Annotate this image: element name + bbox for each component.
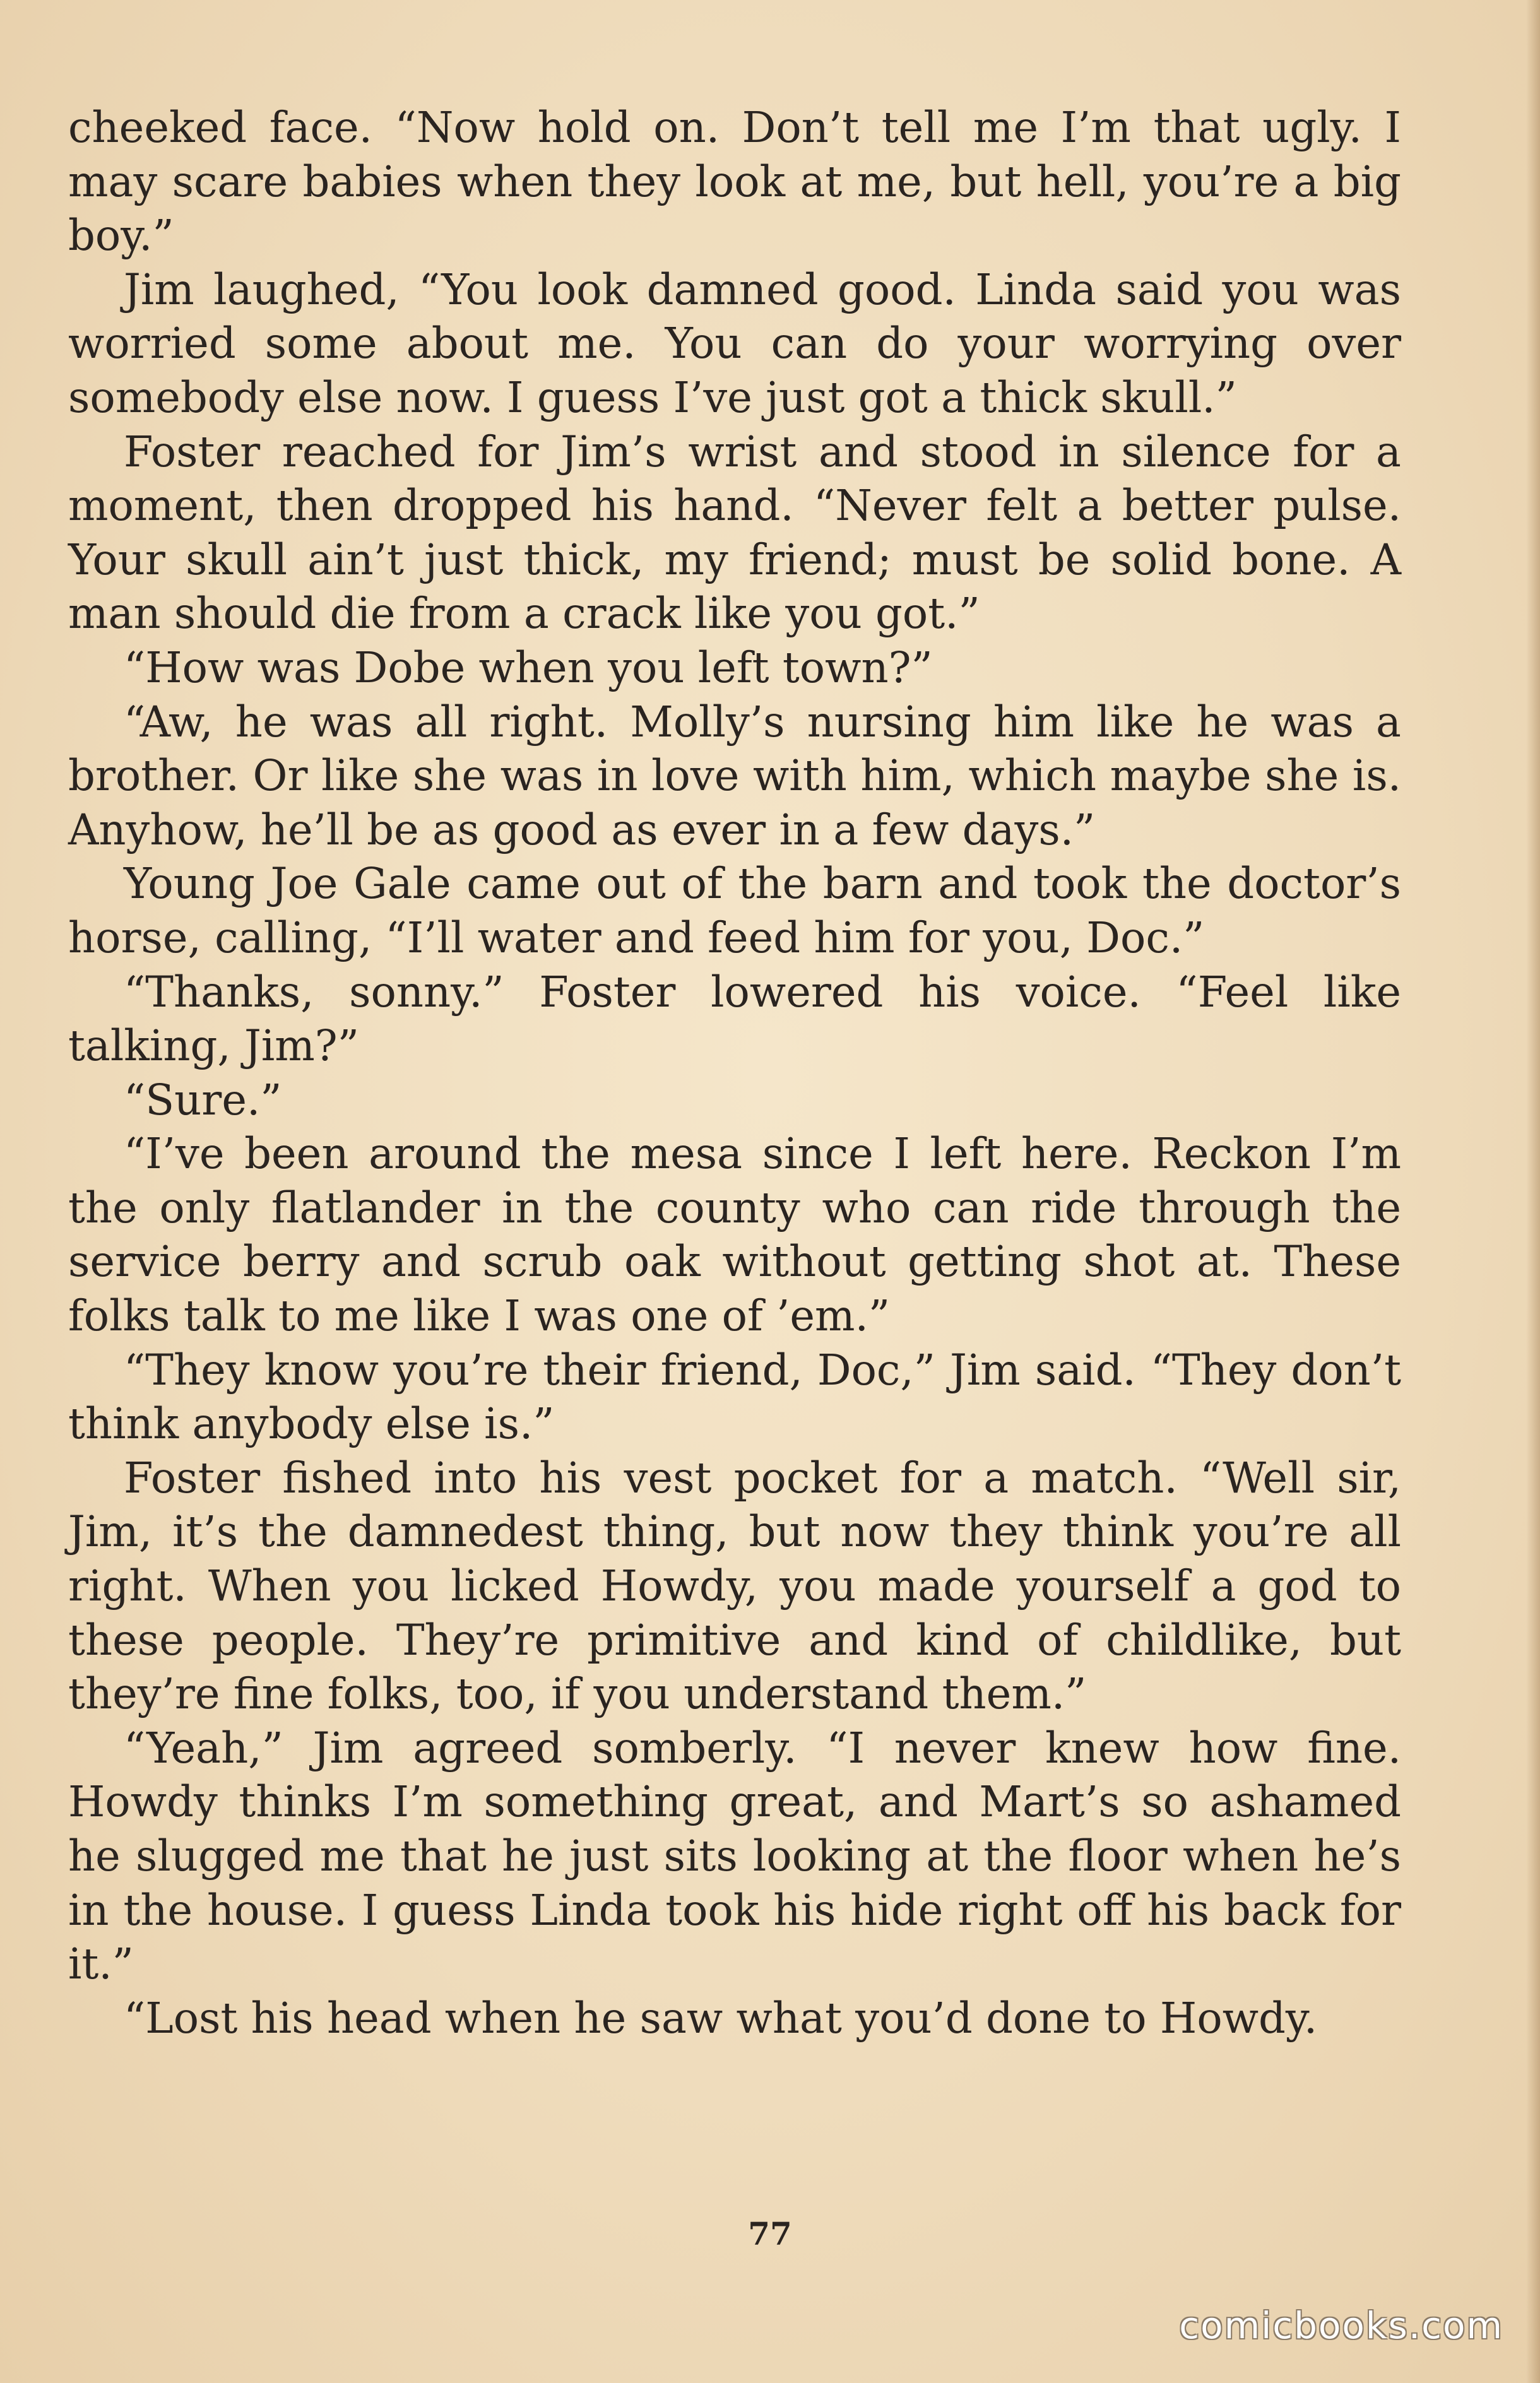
page-number: 77 xyxy=(748,2215,792,2252)
paragraph: Foster reached for Jim’s wrist and stood in silence for a moment, then dropped his hand. “Never felt a better pulse. Your skull ain’t just thick, my friend; must be solid bone. A man should die from a crack like you got.” xyxy=(68,427,1401,639)
paragraph: Jim laughed, “You look damned good. Linda said you was worried some about me. You can do your worrying over somebody else now. I guess I’ve just got a thick skull.” xyxy=(68,264,1401,422)
paragraph: “Sure.” xyxy=(124,1075,282,1125)
paragraph: Young Joe Gale came out of the barn and took the doctor’s horse, calling, “I’ll water and feed him for you, Doc.” xyxy=(68,859,1401,962)
paragraph: “Lost his head when he saw what you’d done to Howdy. xyxy=(124,1993,1318,2043)
body-text xyxy=(68,101,1401,2045)
paragraph: Foster fished into his vest pocket for a match. “Well sir, Jim, it’s the damnedest thing, but now they think you’re all right. When you licked Howdy, you made yourself a god to these people. They’re primitive and kind of childlike, but they’re fine folks, too, if you understand them.” xyxy=(68,1453,1401,1719)
page-edge-shadow xyxy=(1526,0,1540,2383)
paragraph: cheeked face. “Now hold on. Don’t tell me I’m that ugly. I may scare babies when they look at me, but hell, you’re a big boy.” xyxy=(68,103,1401,261)
paragraph: “I’ve been around the mesa since I left here. Reckon I’m the only flatlander in the county who can ride through the service berry and scrub oak without getting shot at. These folks talk to me like I was one of ’em.” xyxy=(68,1129,1401,1341)
paragraph: “How was Dobe when you left town?” xyxy=(124,642,933,692)
paragraph: “Yeah,” Jim agreed somberly. “I never knew how fine. Howdy thinks I’m something great, and Mart’s so ashamed he slugged me that he just sits looking at the floor when he’s in the house. I guess Linda took his hide right off his back for it.” xyxy=(68,1723,1401,1989)
paragraph: “They know you’re their friend, Doc,” Jim said. “They don’t think anybody else is.” xyxy=(68,1345,1401,1449)
paragraph: “Aw, he was all right. Molly’s nursing him like he was a brother. Or like she was in love with him, which maybe she is. Anyhow, he’ll be as good as ever in a few days.” xyxy=(68,697,1401,854)
paragraph: “Thanks, sonny.” Foster lowered his voice. “Feel like talking, Jim?” xyxy=(68,967,1401,1071)
watermark: comicbooks.com xyxy=(1179,2304,1503,2347)
